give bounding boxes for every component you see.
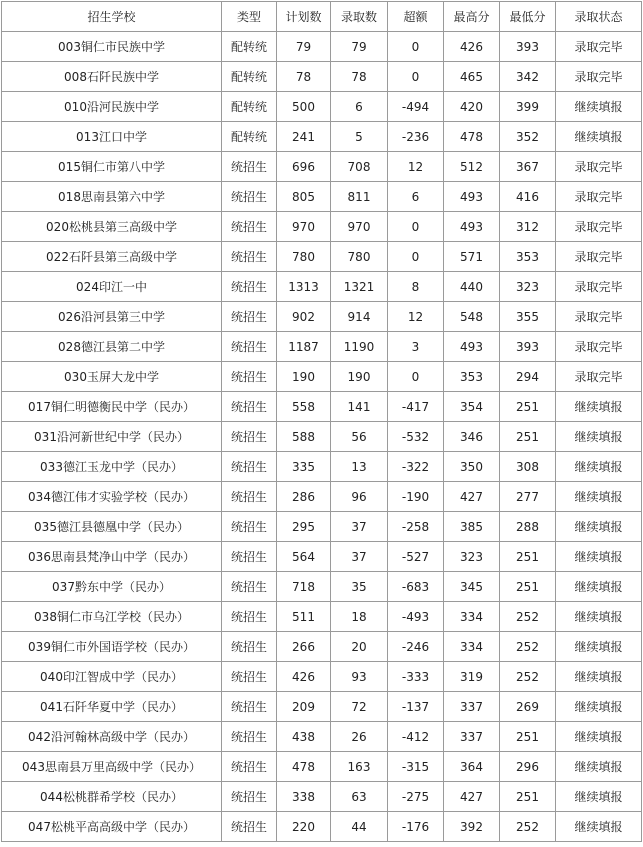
school-name-cell: 028德江县第二中学 [2,332,222,362]
min-score-cell: 367 [500,152,556,182]
max-score-cell: 385 [444,512,500,542]
table-row [2,482,642,512]
header-admitted-count: 录取数 [331,2,388,32]
max-score-cell: 478 [444,122,500,152]
min-score-cell: 251 [500,542,556,572]
status-cell: 录取完毕 [556,332,642,362]
table-row [2,452,642,482]
table-row [2,422,642,452]
table-row [2,512,642,542]
admitted-count-cell: 141 [331,392,388,422]
status-cell: 继续填报 [556,122,642,152]
max-score-cell: 337 [444,722,500,752]
max-score-cell: 420 [444,92,500,122]
admitted-count-cell: 20 [331,632,388,662]
max-score-cell: 440 [444,272,500,302]
plan-count-cell: 78 [277,62,331,92]
admitted-count-cell: 26 [331,722,388,752]
table-row [2,242,642,272]
excess-cell: -137 [388,692,444,722]
school-name-cell: 010沿河民族中学 [2,92,222,122]
table-row [2,572,642,602]
min-score-cell: 308 [500,452,556,482]
min-score-cell: 251 [500,782,556,812]
admitted-count-cell: 63 [331,782,388,812]
school-name-cell: 031沿河新世纪中学（民办） [2,422,222,452]
plan-count-cell: 970 [277,212,331,242]
type-cell: 统招生 [222,722,277,752]
table-row [2,602,642,632]
excess-cell: 3 [388,332,444,362]
type-cell: 统招生 [222,302,277,332]
admitted-count-cell: 780 [331,242,388,272]
excess-cell: 0 [388,212,444,242]
table-row [2,752,642,782]
table-row [2,92,642,122]
min-score-cell: 277 [500,482,556,512]
admitted-count-cell: 5 [331,122,388,152]
status-cell: 录取完毕 [556,32,642,62]
plan-count-cell: 500 [277,92,331,122]
type-cell: 配转统 [222,92,277,122]
max-score-cell: 346 [444,422,500,452]
table-row [2,212,642,242]
excess-cell: -275 [388,782,444,812]
min-score-cell: 355 [500,302,556,332]
type-cell: 统招生 [222,632,277,662]
status-cell: 录取完毕 [556,182,642,212]
plan-count-cell: 696 [277,152,331,182]
admitted-count-cell: 6 [331,92,388,122]
type-cell: 统招生 [222,542,277,572]
min-score-cell: 312 [500,212,556,242]
status-cell: 继续填报 [556,92,642,122]
status-cell: 录取完毕 [556,242,642,272]
plan-count-cell: 511 [277,602,331,632]
status-cell: 录取完毕 [556,62,642,92]
type-cell: 统招生 [222,452,277,482]
table-row [2,362,642,392]
status-cell: 继续填报 [556,602,642,632]
excess-cell: -322 [388,452,444,482]
type-cell: 统招生 [222,362,277,392]
header-row [2,2,642,32]
excess-cell: 12 [388,152,444,182]
admitted-count-cell: 163 [331,752,388,782]
plan-count-cell: 190 [277,362,331,392]
status-cell: 继续填报 [556,662,642,692]
excess-cell: -246 [388,632,444,662]
school-name-cell: 033德江玉龙中学（民办） [2,452,222,482]
school-name-cell: 041石阡华夏中学（民办） [2,692,222,722]
max-score-cell: 323 [444,542,500,572]
plan-count-cell: 1313 [277,272,331,302]
type-cell: 统招生 [222,692,277,722]
max-score-cell: 427 [444,482,500,512]
type-cell: 配转统 [222,122,277,152]
table-row [2,662,642,692]
min-score-cell: 252 [500,662,556,692]
max-score-cell: 353 [444,362,500,392]
min-score-cell: 251 [500,422,556,452]
plan-count-cell: 478 [277,752,331,782]
min-score-cell: 251 [500,392,556,422]
school-name-cell: 043思南县万里高级中学（民办） [2,752,222,782]
excess-cell: -493 [388,602,444,632]
admitted-count-cell: 93 [331,662,388,692]
excess-cell: -333 [388,662,444,692]
school-name-cell: 036思南县梵净山中学（民办） [2,542,222,572]
admission-table [1,1,642,842]
type-cell: 统招生 [222,602,277,632]
admitted-count-cell: 56 [331,422,388,452]
school-name-cell: 013江口中学 [2,122,222,152]
plan-count-cell: 780 [277,242,331,272]
admitted-count-cell: 190 [331,362,388,392]
plan-count-cell: 209 [277,692,331,722]
plan-count-cell: 438 [277,722,331,752]
min-score-cell: 323 [500,272,556,302]
school-name-cell: 024印江一中 [2,272,222,302]
min-score-cell: 294 [500,362,556,392]
status-cell: 继续填报 [556,752,642,782]
plan-count-cell: 558 [277,392,331,422]
min-score-cell: 353 [500,242,556,272]
table-row [2,782,642,812]
admitted-count-cell: 72 [331,692,388,722]
excess-cell: 0 [388,62,444,92]
type-cell: 配转统 [222,32,277,62]
admitted-count-cell: 79 [331,32,388,62]
min-score-cell: 399 [500,92,556,122]
min-score-cell: 269 [500,692,556,722]
header-plan-count: 计划数 [277,2,331,32]
status-cell: 录取完毕 [556,302,642,332]
min-score-cell: 252 [500,602,556,632]
school-name-cell: 017铜仁明德衡民中学（民办） [2,392,222,422]
table-row [2,632,642,662]
status-cell: 继续填报 [556,722,642,752]
max-score-cell: 319 [444,662,500,692]
school-name-cell: 020松桃县第三高级中学 [2,212,222,242]
max-score-cell: 493 [444,212,500,242]
header-max-score: 最高分 [444,2,500,32]
plan-count-cell: 805 [277,182,331,212]
max-score-cell: 427 [444,782,500,812]
max-score-cell: 350 [444,452,500,482]
min-score-cell: 288 [500,512,556,542]
school-name-cell: 026沿河县第三中学 [2,302,222,332]
plan-count-cell: 220 [277,812,331,842]
type-cell: 统招生 [222,782,277,812]
admitted-count-cell: 708 [331,152,388,182]
status-cell: 录取完毕 [556,152,642,182]
type-cell: 统招生 [222,272,277,302]
school-name-cell: 040印江智成中学（民办） [2,662,222,692]
excess-cell: 0 [388,32,444,62]
school-name-cell: 042沿河翰林高级中学（民办） [2,722,222,752]
type-cell: 统招生 [222,662,277,692]
plan-count-cell: 588 [277,422,331,452]
status-cell: 继续填报 [556,392,642,422]
min-score-cell: 342 [500,62,556,92]
type-cell: 统招生 [222,512,277,542]
max-score-cell: 354 [444,392,500,422]
table-row [2,812,642,842]
header-status: 录取状态 [556,2,642,32]
admitted-count-cell: 18 [331,602,388,632]
excess-cell: 6 [388,182,444,212]
min-score-cell: 296 [500,752,556,782]
status-cell: 继续填报 [556,812,642,842]
max-score-cell: 337 [444,692,500,722]
excess-cell: 8 [388,272,444,302]
admitted-count-cell: 78 [331,62,388,92]
plan-count-cell: 338 [277,782,331,812]
admitted-count-cell: 970 [331,212,388,242]
plan-count-cell: 902 [277,302,331,332]
excess-cell: -190 [388,482,444,512]
status-cell: 继续填报 [556,572,642,602]
excess-cell: -494 [388,92,444,122]
excess-cell: -315 [388,752,444,782]
plan-count-cell: 266 [277,632,331,662]
status-cell: 继续填报 [556,632,642,662]
table-row [2,722,642,752]
table-row [2,332,642,362]
excess-cell: -412 [388,722,444,752]
max-score-cell: 571 [444,242,500,272]
type-cell: 统招生 [222,482,277,512]
plan-count-cell: 286 [277,482,331,512]
type-cell: 统招生 [222,422,277,452]
table-row [2,302,642,332]
plan-count-cell: 241 [277,122,331,152]
plan-count-cell: 564 [277,542,331,572]
excess-cell: -532 [388,422,444,452]
table-row [2,152,642,182]
school-name-cell: 037黔东中学（民办） [2,572,222,602]
school-name-cell: 047松桃平高高级中学（民办） [2,812,222,842]
table-row [2,122,642,152]
max-score-cell: 548 [444,302,500,332]
status-cell: 录取完毕 [556,212,642,242]
status-cell: 继续填报 [556,452,642,482]
max-score-cell: 345 [444,572,500,602]
type-cell: 配转统 [222,62,277,92]
header-excess: 超额 [388,2,444,32]
plan-count-cell: 426 [277,662,331,692]
max-score-cell: 426 [444,32,500,62]
status-cell: 继续填报 [556,692,642,722]
type-cell: 统招生 [222,332,277,362]
max-score-cell: 465 [444,62,500,92]
max-score-cell: 392 [444,812,500,842]
school-name-cell: 003铜仁市民族中学 [2,32,222,62]
admitted-count-cell: 96 [331,482,388,512]
school-name-cell: 034德江伟才实验学校（民办） [2,482,222,512]
excess-cell: -683 [388,572,444,602]
school-name-cell: 044松桃群希学校（民办） [2,782,222,812]
min-score-cell: 352 [500,122,556,152]
max-score-cell: 334 [444,632,500,662]
max-score-cell: 512 [444,152,500,182]
plan-count-cell: 718 [277,572,331,602]
min-score-cell: 393 [500,32,556,62]
plan-count-cell: 295 [277,512,331,542]
max-score-cell: 364 [444,752,500,782]
admitted-count-cell: 914 [331,302,388,332]
school-name-cell: 035德江县德凰中学（民办） [2,512,222,542]
admitted-count-cell: 811 [331,182,388,212]
excess-cell: 0 [388,362,444,392]
admitted-count-cell: 35 [331,572,388,602]
school-name-cell: 015铜仁市第八中学 [2,152,222,182]
min-score-cell: 252 [500,812,556,842]
admitted-count-cell: 13 [331,452,388,482]
status-cell: 继续填报 [556,782,642,812]
status-cell: 继续填报 [556,542,642,572]
admitted-count-cell: 44 [331,812,388,842]
max-score-cell: 334 [444,602,500,632]
excess-cell: -527 [388,542,444,572]
type-cell: 统招生 [222,182,277,212]
school-name-cell: 038铜仁市乌江学校（民办） [2,602,222,632]
excess-cell: -417 [388,392,444,422]
header-type: 类型 [222,2,277,32]
status-cell: 继续填报 [556,422,642,452]
min-score-cell: 393 [500,332,556,362]
header-min-score: 最低分 [500,2,556,32]
admitted-count-cell: 37 [331,512,388,542]
max-score-cell: 493 [444,332,500,362]
plan-count-cell: 335 [277,452,331,482]
table-body [2,32,642,842]
plan-count-cell: 79 [277,32,331,62]
min-score-cell: 251 [500,572,556,602]
type-cell: 统招生 [222,752,277,782]
school-name-cell: 039铜仁市外国语学校（民办） [2,632,222,662]
excess-cell: -176 [388,812,444,842]
plan-count-cell: 1187 [277,332,331,362]
table-row [2,392,642,422]
admitted-count-cell: 37 [331,542,388,572]
excess-cell: 12 [388,302,444,332]
school-name-cell: 018思南县第六中学 [2,182,222,212]
admitted-count-cell: 1190 [331,332,388,362]
type-cell: 统招生 [222,392,277,422]
header-school: 招生学校 [2,2,222,32]
table-row [2,692,642,722]
excess-cell: -236 [388,122,444,152]
excess-cell: 0 [388,242,444,272]
type-cell: 统招生 [222,152,277,182]
status-cell: 继续填报 [556,512,642,542]
school-name-cell: 008石阡民族中学 [2,62,222,92]
type-cell: 统招生 [222,242,277,272]
excess-cell: -258 [388,512,444,542]
type-cell: 统招生 [222,572,277,602]
table-row [2,182,642,212]
max-score-cell: 493 [444,182,500,212]
admitted-count-cell: 1321 [331,272,388,302]
table-row [2,542,642,572]
status-cell: 录取完毕 [556,362,642,392]
min-score-cell: 416 [500,182,556,212]
school-name-cell: 030玉屏大龙中学 [2,362,222,392]
table-row [2,272,642,302]
type-cell: 统招生 [222,212,277,242]
table-row [2,32,642,62]
status-cell: 继续填报 [556,482,642,512]
status-cell: 录取完毕 [556,272,642,302]
school-name-cell: 022石阡县第三高级中学 [2,242,222,272]
table-row [2,62,642,92]
min-score-cell: 252 [500,632,556,662]
type-cell: 统招生 [222,812,277,842]
min-score-cell: 251 [500,722,556,752]
